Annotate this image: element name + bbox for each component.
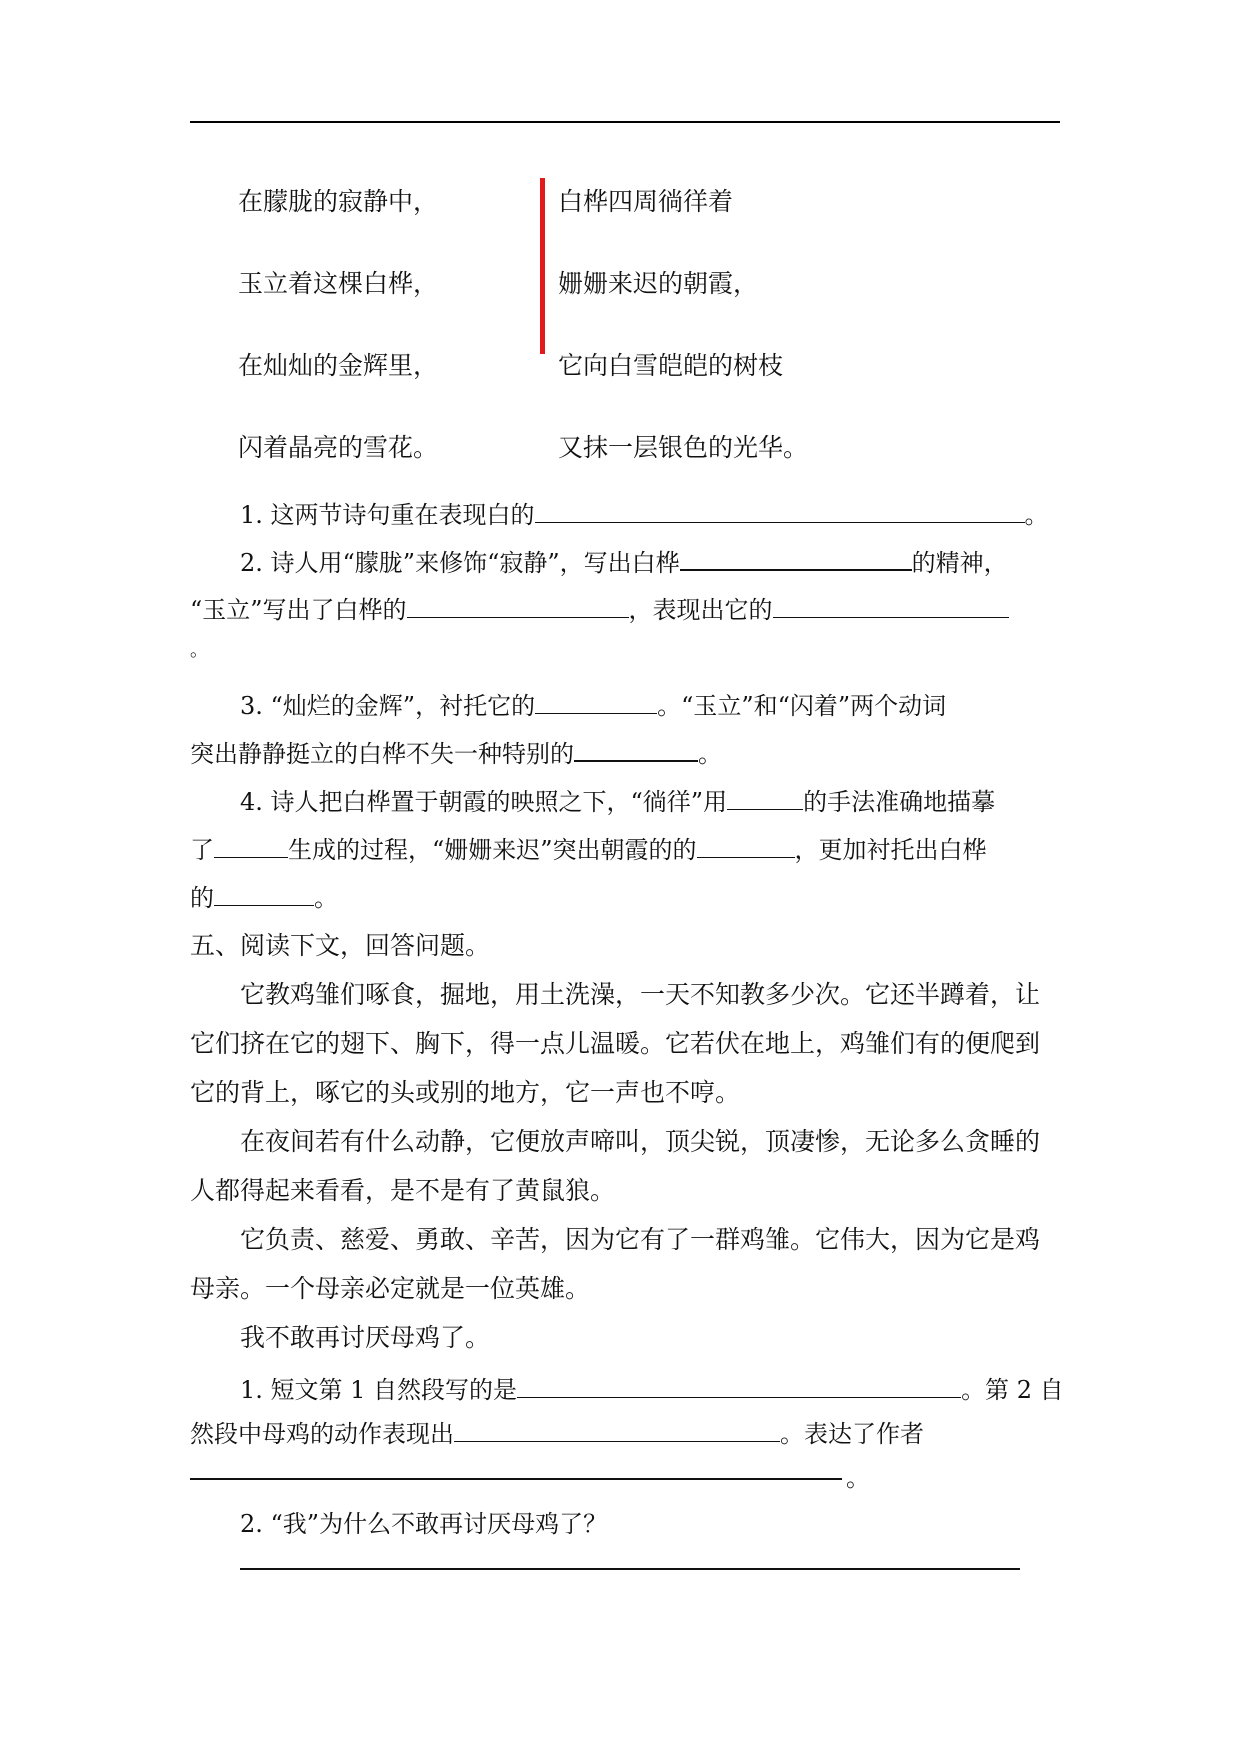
passage-line: 我不敢再讨厌母鸡了。: [240, 1323, 491, 1352]
poem-left-line: 在朦胧的寂静中，: [238, 187, 439, 216]
answer-blank[interactable]: [214, 835, 288, 858]
question-text: ，更加衬托出白桦: [794, 836, 987, 864]
answer-blank[interactable]: [697, 835, 795, 858]
answer-blank[interactable]: [574, 738, 698, 762]
question-2-end: 。: [190, 640, 208, 661]
passage-line: 它负责、慈爱、勇敢、辛苦，因为它有了一群鸡雏。它伟大，因为它是鸡: [240, 1225, 1041, 1254]
question-text: 。“玉立”和“闪着”两个动词: [657, 692, 947, 720]
passage-line: 在夜间若有什么动静，它便放声啼叫，顶尖锐，顶凄惨，无论多么贪睡的: [240, 1127, 1041, 1156]
poem-right-line: 又抹一层银色的光华。: [558, 433, 809, 462]
question-end: 。: [698, 740, 722, 768]
question-4-line-1: [240, 782, 995, 817]
question-end: 。: [1024, 501, 1049, 529]
answer-line[interactable]: [190, 1478, 842, 1480]
answer-line[interactable]: [240, 1568, 1020, 1570]
question-text: 。第 2 自: [961, 1376, 1064, 1404]
question-text: 生成的过程，“姗姗来迟”突出朝霞的的: [288, 836, 697, 864]
question-text: 突出静静挺立的白桦不失一种特别的: [190, 740, 574, 768]
question-text: 的精神，: [911, 549, 1008, 577]
question-end: 。: [314, 884, 338, 912]
passage-line: 它们挤在它的翅下、胸下，得一点儿温暖。它若伏在地上，鸡雏们有的便爬到: [190, 1029, 1041, 1058]
question-3-line-1: [240, 686, 946, 721]
s5-question-1-line-2: [190, 1414, 924, 1449]
answer-blank[interactable]: [727, 787, 803, 810]
question-3-line-2: [190, 734, 722, 769]
header-rule: [190, 121, 1060, 123]
answer-blank[interactable]: [517, 1375, 961, 1398]
answer-blank[interactable]: [407, 595, 629, 618]
passage-line: 母亲。一个母亲必定就是一位英雄。: [190, 1274, 591, 1303]
question-2-line-2: [190, 590, 1009, 625]
answer-blank[interactable]: [680, 547, 912, 571]
s5-question-2: 2. “我”为什么不敢再讨厌母鸡了？: [240, 1510, 608, 1538]
passage-line: 人都得起来看看，是不是有了黄鼠狼。: [190, 1176, 616, 1205]
question-text: 了: [190, 836, 214, 864]
poem-right-line: 它向白雪皑皑的树枝: [558, 351, 784, 380]
question-text: 3. “灿烂的金辉”，衬托它的: [240, 692, 536, 720]
answer-blank[interactable]: [214, 883, 314, 906]
question-4-line-2: [190, 830, 987, 865]
answer-blank[interactable]: [773, 595, 1009, 618]
question-text: 2. 诗人用“朦胧”来修饰“寂静”，写出白桦: [240, 549, 680, 577]
question-text: 然段中母鸡的动作表现出: [190, 1420, 454, 1448]
poem-left-line: 在灿灿的金辉里，: [238, 351, 439, 380]
answer-blank[interactable]: [535, 691, 657, 714]
section-5-heading: 五、阅读下文，回答问题。: [190, 931, 491, 960]
question-text: 1. 短文第 1 自然段写的是: [240, 1376, 518, 1404]
answer-blank[interactable]: [454, 1419, 780, 1442]
s5-question-1-line-1: [240, 1370, 1064, 1405]
question-1: [240, 495, 1049, 530]
question-text: 4. 诗人把白桦置于朝霞的映照之下，“徜徉”用: [240, 788, 728, 816]
poem-right-line: 姗姗来迟的朝霞，: [558, 269, 759, 298]
poem-left-line: 闪着晶亮的雪花。: [238, 433, 439, 462]
question-text: 1. 这两节诗句重在表现白的: [240, 501, 535, 529]
passage-line: 它教鸡雏们啄食，掘地，用土洗澡，一天不知教多少次。它还半蹲着，让: [240, 980, 1041, 1009]
red-divider-bar: [540, 178, 545, 354]
question-text: 的: [190, 884, 214, 912]
question-4-line-3: [190, 878, 338, 913]
answer-blank[interactable]: [535, 500, 1025, 523]
question-text: ，表现出它的: [628, 596, 773, 624]
question-end: 。: [846, 1464, 870, 1492]
question-text: 。表达了作者: [780, 1420, 924, 1448]
question-text: 的手法准确地描摹: [803, 788, 996, 816]
passage-line: 它的背上，啄它的头或别的地方，它一声也不哼。: [190, 1078, 741, 1107]
poem-left-line: 玉立着这棵白桦，: [238, 269, 439, 298]
question-text: “玉立”写出了白桦的: [190, 596, 407, 624]
poem-right-line: 白桦四周徜徉着: [558, 187, 734, 216]
question-2-line-1: [240, 543, 1008, 578]
